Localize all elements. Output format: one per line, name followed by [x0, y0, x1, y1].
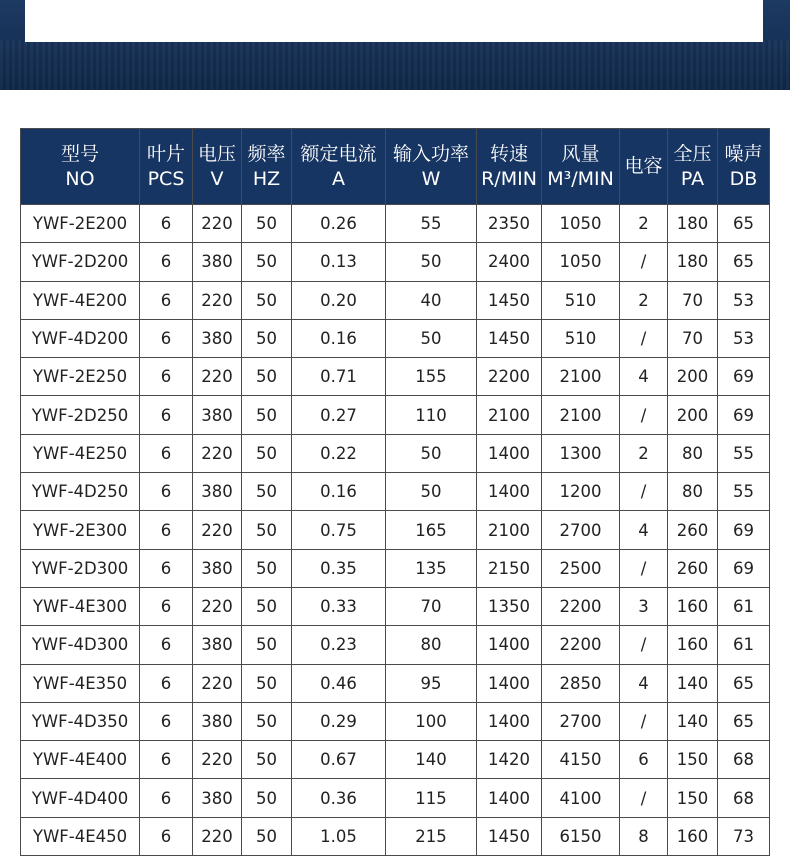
- cell-voltage: 380: [193, 243, 242, 281]
- cell-pressure: 260: [668, 511, 718, 549]
- cell-capacitor: 2: [620, 281, 668, 319]
- cell-model: YWF-4E400: [21, 741, 140, 779]
- header-noise: 噪声 DB: [718, 129, 770, 205]
- cell-model: YWF-4E200: [21, 281, 140, 319]
- cell-blades: 6: [140, 779, 193, 817]
- cell-rated-current: 0.35: [292, 549, 386, 587]
- cell-noise: 69: [718, 396, 770, 434]
- cell-blades: 6: [140, 549, 193, 587]
- cell-frequency: 50: [242, 549, 292, 587]
- cell-voltage: 220: [193, 511, 242, 549]
- cell-rated-current: 0.16: [292, 319, 386, 357]
- cell-noise: 69: [718, 358, 770, 396]
- cell-blades: 6: [140, 511, 193, 549]
- header-airflow: 风量 M³/MIN: [542, 129, 620, 205]
- cell-input-power: 165: [386, 511, 477, 549]
- cell-noise: 69: [718, 549, 770, 587]
- header-model: 型号 NO: [21, 129, 140, 205]
- cell-input-power: 50: [386, 473, 477, 511]
- cell-airflow: 1200: [542, 473, 620, 511]
- cell-blades: 6: [140, 741, 193, 779]
- cell-frequency: 50: [242, 626, 292, 664]
- cell-capacitor: /: [620, 626, 668, 664]
- cell-input-power: 100: [386, 702, 477, 740]
- cell-airflow: 1050: [542, 205, 620, 243]
- cell-frequency: 50: [242, 243, 292, 281]
- cell-model: YWF-4E250: [21, 434, 140, 472]
- header-voltage: 电压 V: [193, 129, 242, 205]
- cell-pressure: 180: [668, 205, 718, 243]
- table-row: [21, 358, 770, 396]
- table-row: [21, 205, 770, 243]
- cell-airflow: 1300: [542, 434, 620, 472]
- cell-airflow: 510: [542, 281, 620, 319]
- cell-capacitor: 2: [620, 434, 668, 472]
- cell-voltage: 380: [193, 779, 242, 817]
- table-row: [21, 626, 770, 664]
- cell-frequency: 50: [242, 741, 292, 779]
- cell-rated-current: 1.05: [292, 817, 386, 855]
- cell-frequency: 50: [242, 473, 292, 511]
- cell-frequency: 50: [242, 434, 292, 472]
- cell-frequency: 50: [242, 511, 292, 549]
- table-row: [21, 281, 770, 319]
- cell-capacitor: /: [620, 473, 668, 511]
- cell-pressure: 70: [668, 281, 718, 319]
- cell-voltage: 220: [193, 434, 242, 472]
- cell-speed: 1400: [477, 434, 542, 472]
- banner-white-panel: [25, 0, 763, 42]
- cell-input-power: 140: [386, 741, 477, 779]
- table-header-row: [21, 129, 770, 205]
- cell-speed: 1400: [477, 664, 542, 702]
- cell-speed: 1400: [477, 626, 542, 664]
- cell-airflow: 2850: [542, 664, 620, 702]
- cell-airflow: 2100: [542, 396, 620, 434]
- spec-table: [20, 128, 770, 856]
- cell-blades: 6: [140, 587, 193, 625]
- table-row: [21, 434, 770, 472]
- cell-input-power: 40: [386, 281, 477, 319]
- cell-capacitor: /: [620, 549, 668, 587]
- cell-input-power: 50: [386, 319, 477, 357]
- cell-noise: 61: [718, 626, 770, 664]
- cell-frequency: 50: [242, 779, 292, 817]
- cell-noise: 65: [718, 702, 770, 740]
- cell-rated-current: 0.23: [292, 626, 386, 664]
- cell-rated-current: 0.67: [292, 741, 386, 779]
- cell-pressure: 80: [668, 434, 718, 472]
- cell-model: YWF-2D200: [21, 243, 140, 281]
- cell-model: YWF-4D300: [21, 626, 140, 664]
- header-blades: 叶片 PCS: [140, 129, 193, 205]
- cell-pressure: 160: [668, 587, 718, 625]
- cell-frequency: 50: [242, 396, 292, 434]
- cell-capacitor: 6: [620, 741, 668, 779]
- cell-airflow: 2700: [542, 702, 620, 740]
- cell-airflow: 2500: [542, 549, 620, 587]
- cell-noise: 53: [718, 319, 770, 357]
- cell-model: YWF-2D300: [21, 549, 140, 587]
- cell-voltage: 220: [193, 205, 242, 243]
- cell-input-power: 50: [386, 434, 477, 472]
- cell-frequency: 50: [242, 702, 292, 740]
- cell-input-power: 50: [386, 243, 477, 281]
- cell-voltage: 380: [193, 396, 242, 434]
- cell-model: YWF-4D400: [21, 779, 140, 817]
- cell-blades: 6: [140, 473, 193, 511]
- cell-airflow: 2200: [542, 626, 620, 664]
- cell-pressure: 180: [668, 243, 718, 281]
- cell-blades: 6: [140, 396, 193, 434]
- cell-model: YWF-4E300: [21, 587, 140, 625]
- cell-speed: 1420: [477, 741, 542, 779]
- cell-voltage: 220: [193, 664, 242, 702]
- cell-pressure: 140: [668, 702, 718, 740]
- cell-speed: 1400: [477, 702, 542, 740]
- table-row: [21, 511, 770, 549]
- cell-rated-current: 0.27: [292, 396, 386, 434]
- cell-pressure: 260: [668, 549, 718, 587]
- cell-voltage: 220: [193, 817, 242, 855]
- header-input-power: 输入功率 W: [386, 129, 477, 205]
- cell-model: YWF-4E350: [21, 664, 140, 702]
- cell-speed: 2200: [477, 358, 542, 396]
- cell-airflow: 4150: [542, 741, 620, 779]
- cell-input-power: 110: [386, 396, 477, 434]
- cell-voltage: 380: [193, 549, 242, 587]
- cell-speed: 1350: [477, 587, 542, 625]
- cell-frequency: 50: [242, 319, 292, 357]
- cell-airflow: 2700: [542, 511, 620, 549]
- cell-airflow: 2100: [542, 358, 620, 396]
- cell-speed: 1450: [477, 281, 542, 319]
- cell-voltage: 220: [193, 358, 242, 396]
- cell-model: YWF-2E300: [21, 511, 140, 549]
- cell-voltage: 380: [193, 626, 242, 664]
- cell-blades: 6: [140, 434, 193, 472]
- cell-noise: 61: [718, 587, 770, 625]
- cell-frequency: 50: [242, 817, 292, 855]
- cell-capacitor: 2: [620, 205, 668, 243]
- cell-model: YWF-4D350: [21, 702, 140, 740]
- cell-airflow: 4100: [542, 779, 620, 817]
- cell-voltage: 220: [193, 587, 242, 625]
- cell-frequency: 50: [242, 281, 292, 319]
- cell-voltage: 220: [193, 281, 242, 319]
- header-capacitor: 电容: [620, 129, 668, 205]
- cell-voltage: 380: [193, 319, 242, 357]
- cell-model: YWF-2D250: [21, 396, 140, 434]
- cell-rated-current: 0.16: [292, 473, 386, 511]
- cell-blades: 6: [140, 205, 193, 243]
- cell-pressure: 140: [668, 664, 718, 702]
- cell-blades: 6: [140, 702, 193, 740]
- cell-noise: 65: [718, 205, 770, 243]
- cell-noise: 53: [718, 281, 770, 319]
- cell-pressure: 160: [668, 817, 718, 855]
- cell-capacitor: /: [620, 319, 668, 357]
- cell-capacitor: /: [620, 243, 668, 281]
- cell-capacitor: /: [620, 396, 668, 434]
- cell-rated-current: 0.20: [292, 281, 386, 319]
- cell-speed: 2100: [477, 396, 542, 434]
- cell-input-power: 155: [386, 358, 477, 396]
- cell-speed: 2400: [477, 243, 542, 281]
- cell-voltage: 220: [193, 741, 242, 779]
- cell-frequency: 50: [242, 358, 292, 396]
- cell-speed: 1400: [477, 779, 542, 817]
- header-pressure: 全压 PA: [668, 129, 718, 205]
- cell-speed: 2350: [477, 205, 542, 243]
- cell-rated-current: 0.29: [292, 702, 386, 740]
- cell-capacitor: 4: [620, 358, 668, 396]
- cell-capacitor: 4: [620, 511, 668, 549]
- table-row: [21, 779, 770, 817]
- cell-blades: 6: [140, 281, 193, 319]
- cell-rated-current: 0.26: [292, 205, 386, 243]
- cell-blades: 6: [140, 626, 193, 664]
- cell-pressure: 200: [668, 396, 718, 434]
- cell-noise: 65: [718, 664, 770, 702]
- cell-noise: 68: [718, 779, 770, 817]
- cell-voltage: 380: [193, 702, 242, 740]
- cell-model: YWF-4D250: [21, 473, 140, 511]
- cell-speed: 1450: [477, 817, 542, 855]
- cell-pressure: 200: [668, 358, 718, 396]
- cell-input-power: 115: [386, 779, 477, 817]
- cell-speed: 2150: [477, 549, 542, 587]
- cell-noise: 55: [718, 473, 770, 511]
- banner-texture: [0, 40, 790, 90]
- cell-blades: 6: [140, 319, 193, 357]
- cell-noise: 69: [718, 511, 770, 549]
- table-row: [21, 817, 770, 855]
- cell-frequency: 50: [242, 587, 292, 625]
- cell-rated-current: 0.46: [292, 664, 386, 702]
- table-row: [21, 741, 770, 779]
- cell-pressure: 70: [668, 319, 718, 357]
- cell-rated-current: 0.22: [292, 434, 386, 472]
- cell-rated-current: 0.75: [292, 511, 386, 549]
- header-frequency: 频率 HZ: [242, 129, 292, 205]
- cell-blades: 6: [140, 817, 193, 855]
- table-row: [21, 702, 770, 740]
- cell-frequency: 50: [242, 205, 292, 243]
- cell-input-power: 70: [386, 587, 477, 625]
- header-speed: 转速 R/MIN: [477, 129, 542, 205]
- cell-blades: 6: [140, 664, 193, 702]
- cell-model: YWF-4D200: [21, 319, 140, 357]
- cell-blades: 6: [140, 358, 193, 396]
- cell-capacitor: /: [620, 702, 668, 740]
- table-row: [21, 319, 770, 357]
- table-row: [21, 473, 770, 511]
- cell-pressure: 150: [668, 741, 718, 779]
- header-rated-current: 额定电流 A: [292, 129, 386, 205]
- cell-model: YWF-4E450: [21, 817, 140, 855]
- cell-rated-current: 0.71: [292, 358, 386, 396]
- table-row: [21, 396, 770, 434]
- cell-airflow: 6150: [542, 817, 620, 855]
- cell-capacitor: 3: [620, 587, 668, 625]
- cell-speed: 1450: [477, 319, 542, 357]
- cell-rated-current: 0.36: [292, 779, 386, 817]
- top-banner: [0, 0, 790, 90]
- cell-speed: 1400: [477, 473, 542, 511]
- cell-noise: 73: [718, 817, 770, 855]
- cell-capacitor: 8: [620, 817, 668, 855]
- cell-speed: 2100: [477, 511, 542, 549]
- cell-blades: 6: [140, 243, 193, 281]
- cell-airflow: 2200: [542, 587, 620, 625]
- cell-input-power: 80: [386, 626, 477, 664]
- table-row: [21, 549, 770, 587]
- cell-airflow: 510: [542, 319, 620, 357]
- table-row: [21, 587, 770, 625]
- cell-model: YWF-2E200: [21, 205, 140, 243]
- cell-rated-current: 0.33: [292, 587, 386, 625]
- table-row: [21, 243, 770, 281]
- cell-airflow: 1050: [542, 243, 620, 281]
- cell-noise: 65: [718, 243, 770, 281]
- cell-voltage: 380: [193, 473, 242, 511]
- cell-input-power: 55: [386, 205, 477, 243]
- cell-capacitor: /: [620, 779, 668, 817]
- cell-capacitor: 4: [620, 664, 668, 702]
- cell-rated-current: 0.13: [292, 243, 386, 281]
- cell-frequency: 50: [242, 664, 292, 702]
- spec-table-container: [20, 128, 770, 856]
- cell-input-power: 135: [386, 549, 477, 587]
- table-row: [21, 664, 770, 702]
- cell-model: YWF-2E250: [21, 358, 140, 396]
- cell-input-power: 95: [386, 664, 477, 702]
- cell-pressure: 150: [668, 779, 718, 817]
- cell-input-power: 215: [386, 817, 477, 855]
- cell-noise: 68: [718, 741, 770, 779]
- cell-pressure: 160: [668, 626, 718, 664]
- cell-pressure: 80: [668, 473, 718, 511]
- cell-noise: 55: [718, 434, 770, 472]
